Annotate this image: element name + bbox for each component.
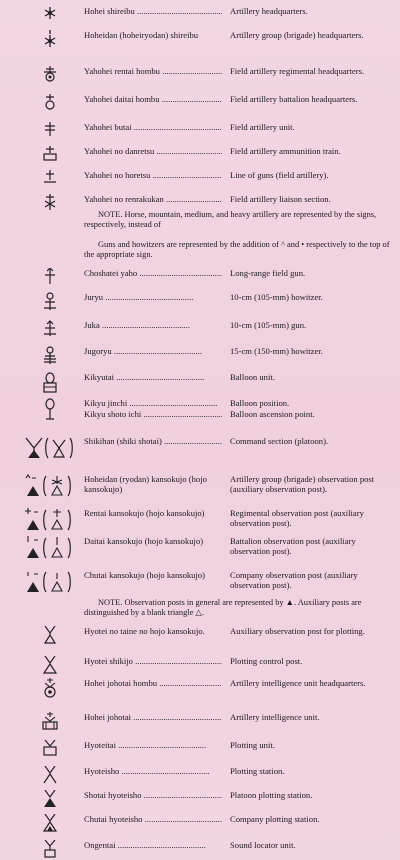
long-range-gun-icon bbox=[28, 268, 72, 284]
gun-10cm-icon bbox=[28, 320, 72, 336]
entry-term: Yahohei butai ..... bbox=[84, 122, 222, 132]
entry-term: Chutai kansokujo (hojo kansokujo) bbox=[84, 570, 206, 580]
entry-term: Yahohei no horetsu ..... bbox=[84, 170, 222, 180]
entry-meaning: Balloon position. bbox=[230, 398, 290, 408]
entry-term: Hyoteisho ..... bbox=[84, 766, 222, 776]
company-plotting-icon bbox=[28, 814, 72, 832]
entry-term: Yahohei no renrakukan ..... bbox=[84, 194, 222, 204]
entry-term: Yahohei rentai hombu ..... bbox=[84, 66, 222, 76]
entry-meaning: Battalion observation post (auxiliary observation post). bbox=[230, 536, 356, 556]
entry-meaning: Plotting station. bbox=[230, 766, 285, 776]
plotting-aux-post-icon bbox=[28, 626, 72, 644]
entry-meaning: 10-cm (105-mm) howitzer. bbox=[230, 292, 323, 302]
command-section-icon bbox=[20, 436, 76, 460]
intelligence-unit-icon bbox=[28, 712, 72, 730]
note-paragraph: NOTE. Observation posts in general are represented by ▲. Auxiliary posts are distinguished by a blank triangle △. bbox=[84, 598, 362, 617]
entry-term: Kikyutai ..... bbox=[84, 372, 222, 382]
entry-meaning: Field artillery unit. bbox=[230, 122, 295, 132]
entry-meaning: Artillery intelligence unit headquarters. bbox=[230, 678, 366, 688]
line-of-guns-icon bbox=[28, 170, 72, 184]
entry-meaning: Command section (platoon). bbox=[230, 436, 329, 446]
entry-term: Hohei johotai hombu ..... bbox=[84, 678, 222, 688]
entry-meaning: Balloon ascension point. bbox=[230, 409, 315, 419]
entry-term: Yahohei daitai hombu ..... bbox=[84, 94, 222, 104]
entry-meaning: Sound locator unit. bbox=[230, 840, 296, 850]
artillery-hq-icon bbox=[28, 6, 72, 20]
entry-meaning: Auxiliary observation post for plotting. bbox=[230, 626, 365, 636]
artillery-group-hq-icon bbox=[28, 30, 72, 48]
balloon-position-icon bbox=[28, 398, 72, 420]
entry-term: Shotai hyoteisho ..... bbox=[84, 790, 222, 800]
entry-term: Juka ..... bbox=[84, 320, 222, 330]
entry-term: Hohei shireibu ..... bbox=[84, 6, 222, 16]
entry-meaning: Balloon unit. bbox=[230, 372, 275, 382]
group-observation-post-icon bbox=[20, 474, 76, 498]
entry-meaning: Artillery group (brigade) observation post (auxiliary observation post). bbox=[230, 474, 375, 494]
entry-term: Hohei johotai ..... bbox=[84, 712, 222, 722]
balloon-unit-icon bbox=[28, 372, 72, 394]
entry-meaning: Artillery headquarters. bbox=[230, 6, 308, 16]
entry-meaning: 15-cm (150-mm) howitzer. bbox=[230, 346, 323, 356]
ammunition-train-icon bbox=[28, 146, 72, 162]
battalion-observation-post-icon bbox=[20, 536, 76, 560]
entry-term: Daitai kansokujo (hojo kansokujo) bbox=[84, 536, 204, 546]
entry-term: Hoheidan (hoheiryodan) shireibu bbox=[84, 30, 199, 40]
entry-term: Hyotei shikijo ..... bbox=[84, 656, 222, 666]
entry-meaning: 10-cm (105-mm) gun. bbox=[230, 320, 307, 330]
entry-term: Yahohei no danretsu ..... bbox=[84, 146, 222, 156]
plotting-unit-icon bbox=[28, 740, 72, 756]
entry-term: Hoheidan (ryodan) kansokujo (hojo kansokujo) bbox=[84, 474, 207, 494]
entry-meaning: Line of guns (field artillery). bbox=[230, 170, 329, 180]
entry-term: Hyotei no taine no hojo kansokujo. bbox=[84, 626, 205, 636]
entry-meaning: Artillery intelligence unit. bbox=[230, 712, 320, 722]
entry-term: Ongentai ..... bbox=[84, 840, 222, 850]
company-observation-post-icon bbox=[20, 570, 76, 594]
plotting-control-icon bbox=[28, 656, 72, 674]
entry-meaning: Field artillery ammunition train. bbox=[230, 146, 341, 156]
entry-meaning: Plotting unit. bbox=[230, 740, 275, 750]
howitzer-10cm-icon bbox=[28, 292, 72, 310]
regimental-observation-post-icon bbox=[20, 508, 76, 532]
entry-meaning: Regimental observation post (auxiliary observation post). bbox=[230, 508, 364, 528]
field-artillery-battalion-hq-icon bbox=[28, 94, 72, 112]
intelligence-hq-icon bbox=[28, 678, 72, 698]
note-paragraph: Guns and howitzers are represented by the addition of ^ and • respectively to the top of the appropriate sign. bbox=[84, 240, 390, 259]
entry-meaning: Field artillery regimental headquarters. bbox=[230, 66, 365, 76]
entry-term: Hyoteitai ..... bbox=[84, 740, 222, 750]
entry-term: Juryu ..... bbox=[84, 292, 222, 302]
entry-meaning: Artillery group (brigade) headquarters. bbox=[230, 30, 364, 40]
entry-meaning: Long-range field gun. bbox=[230, 268, 306, 278]
platoon-plotting-icon bbox=[28, 790, 72, 808]
liaison-section-icon bbox=[28, 194, 72, 210]
entry-term: Kikyu shoto ichi ..... bbox=[84, 409, 222, 419]
entry-meaning: Plotting control post. bbox=[230, 656, 303, 666]
plotting-station-icon bbox=[28, 766, 72, 784]
entry-term: Choshatei yaho ..... bbox=[84, 268, 222, 278]
entry-meaning: Platoon plotting station. bbox=[230, 790, 313, 800]
field-artillery-unit-icon bbox=[28, 122, 72, 136]
entry-meaning: Field artillery liaison section. bbox=[230, 194, 331, 204]
sound-locator-icon bbox=[28, 840, 72, 858]
entry-term: Chutai hyoteisho ..... bbox=[84, 814, 222, 824]
entry-term: Rentai kansokujo (hojo kansokujo) bbox=[84, 508, 205, 518]
entry-term: Shikihan (shiki shotai) ..... bbox=[84, 436, 222, 446]
entry-meaning: Field artillery battalion headquarters. bbox=[230, 94, 358, 104]
entry-meaning: Company plotting station. bbox=[230, 814, 320, 824]
entry-meaning: Company observation post (auxiliary observation post). bbox=[230, 570, 358, 590]
entry-term: Kikyu jinchi ..... bbox=[84, 398, 222, 408]
howitzer-15cm-icon bbox=[28, 346, 72, 364]
note-paragraph: NOTE. Horse, mountain, medium, and heavy artillery are represented by the signs, respectively, instead of bbox=[84, 210, 377, 229]
entry-term: Jugoryu ..... bbox=[84, 346, 222, 356]
field-artillery-regiment-hq-icon bbox=[28, 66, 72, 84]
